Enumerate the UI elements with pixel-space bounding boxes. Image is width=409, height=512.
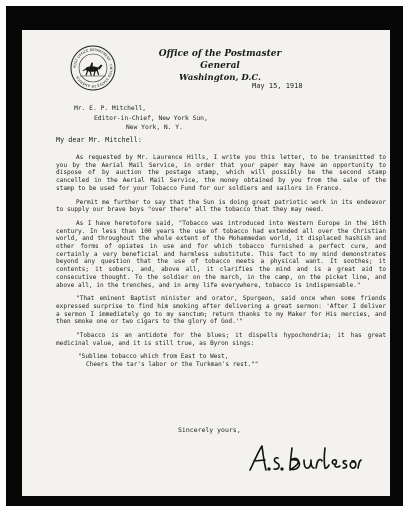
- paragraph-2: Permit me further to say that the Sun is doing great patriotic work in its endeavor to supply our brave boys "over there" all the tobacco that they may need.: [56, 198, 386, 214]
- closing: Sincerely yours,: [178, 426, 241, 434]
- paragraph-3: As I have heretofore said, "Tobacco was introduced into Western Europe in the 16th century. In less than 100 years the use of tobacco had extended all over the Christian world, and throughout the whole extent of the Mohammedan world, it displaced hashish and other forms of opiates in use and for which tobacco furnished a perfect cure, and certainly a very beneficial and harmless substitute. This fact to my mind demonstrates beyond any question that the use of tobacco meets a physical want. It soothes; it contents; it sobers, and, above all, it clarifies the mind and is a great aid to consecutive thought. To the soldier on the march, in the camp, on the picket line, and above all, in the trenches, and in army life everywhere, tobacco is indispensable.": [56, 219, 386, 289]
- seal-ring-text: POST OFFICE DEPARTMENT · UNITED STATES OF AMERICA ·: [72, 47, 114, 89]
- verse-quote: [56, 353, 386, 368]
- post-office-seal-icon: [70, 45, 116, 91]
- recipient-address: [74, 104, 208, 133]
- handwritten-signature-icon: [244, 440, 362, 478]
- recipient-location: New York, N. Y.: [126, 124, 183, 131]
- letter-date: May 15, 1918: [252, 82, 303, 90]
- recipient-name: Mr. E. P. Mitchell,: [74, 105, 147, 112]
- salutation: My dear Mr. Mitchell:: [56, 136, 142, 144]
- paragraph-4: "That eminent Baptist minister and orator, Spurgeon, said once when some friends expressed surprise to find him smoking after delivering a great sermon: 'After I deliver a sermon I immediately go to my sanctum; return thanks to my Maker for His mercies, and then smoke one or two cigars to the glory of God.'": [56, 295, 386, 326]
- verse-line-2: Cheers the tar's labor or the Turkman's rest."": [86, 361, 259, 369]
- verse-line-1: "Sublime tobacco which from East to West,: [78, 353, 229, 361]
- paragraph-5: "Tobacco is an antidote for the blues; it dispells hypochondria; it has great medicinal value, and it is still true, as Byron sings:: [56, 332, 386, 347]
- letter-page: [22, 30, 390, 496]
- recipient-title: Editor-in-Chief, New York Sun,: [94, 114, 208, 122]
- letterhead-city: Washington, D.C.: [179, 73, 261, 83]
- photo-frame: [6, 6, 403, 506]
- letter-body: [56, 154, 386, 375]
- letterhead-office: Office of the Postmaster General: [158, 49, 282, 71]
- letterhead: [150, 48, 290, 84]
- paragraph-1: As requested by Mr. Laurence Hills, I write you this letter, to be transmitted to you by the Aerial Mail Service, in order that your paper may have an opportunity to dispose of by auction the postage stamp, which will possibly be the second stamp cancelled in the Aerial Mail Service, the money obtained by you from the sale of the stamp to be used for your Tobacco Fund for our soldiers and sailors in France.: [56, 154, 386, 192]
